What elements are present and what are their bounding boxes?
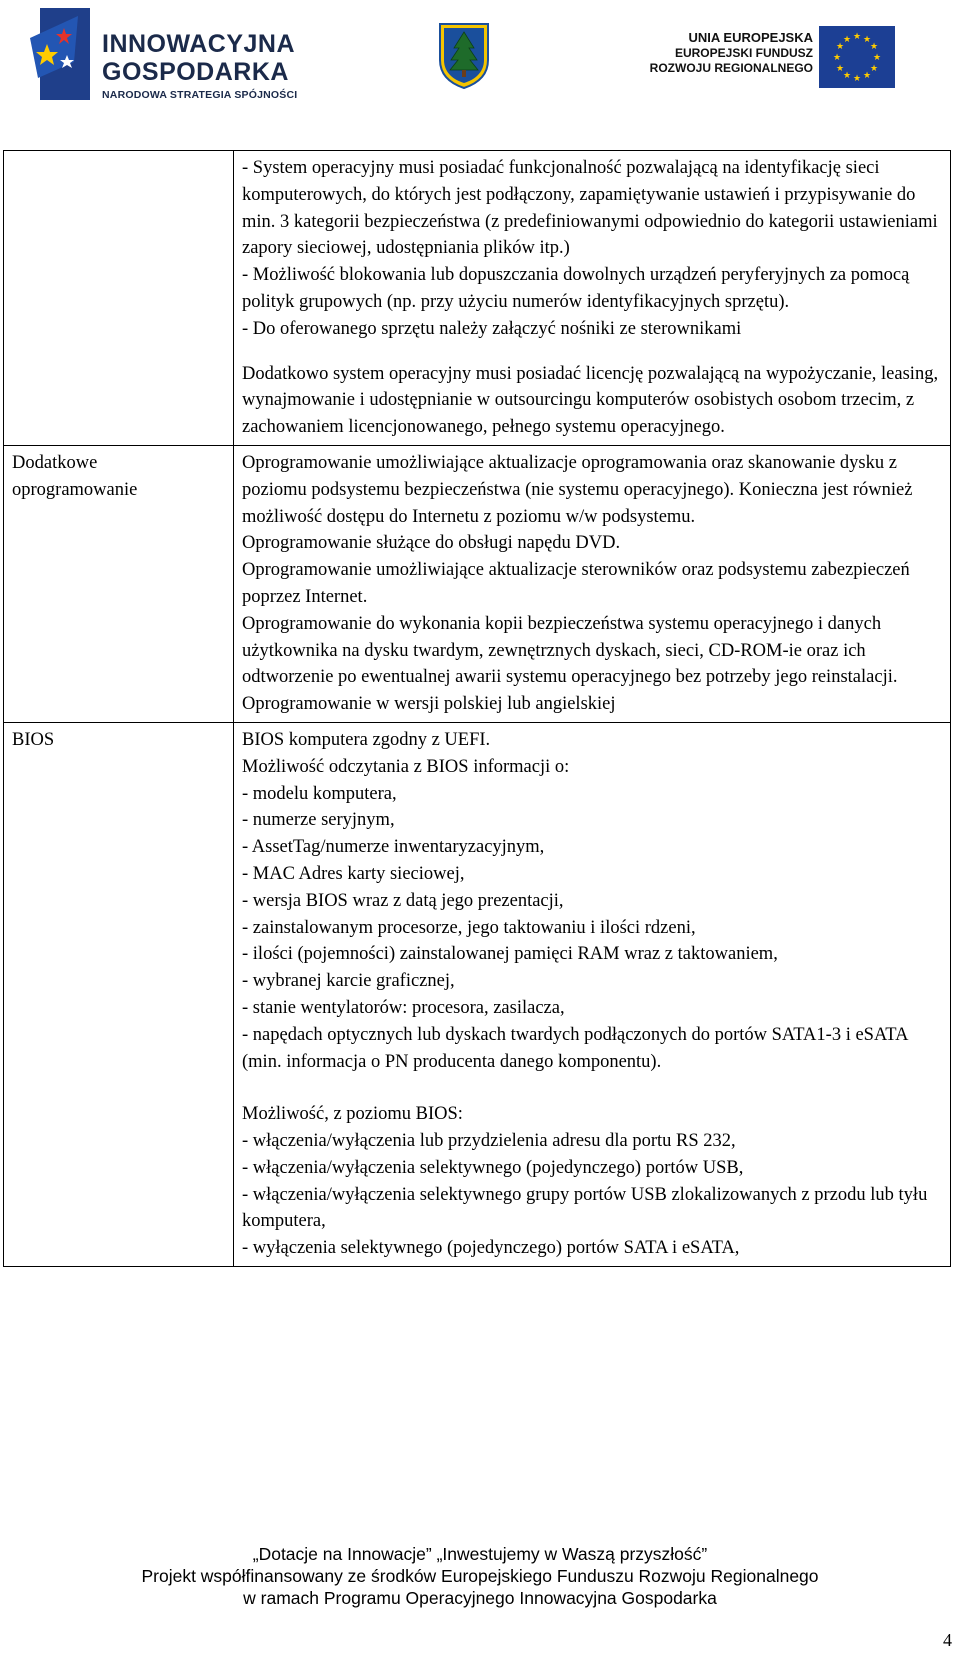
os-line-drivers: - Do oferowanego sprzętu należy załączyć nośniki ze sterownikami [242, 318, 742, 339]
footer-slogan: „Dotacje na Innowacje” „Inwestujemy w Waszą przyszłość” [252, 1544, 708, 1564]
eu-flag-icon [819, 26, 895, 88]
row-label-software: Dodatkowe oprogramowanie [4, 445, 234, 722]
software-line-1: Oprogramowanie umożliwiające aktualizacje oprogramowania oraz skanowanie dysku z poziomu podsystemu bezpieczeństwa (nie systemu operacyjnego). Konieczna jest również możliwość dostępu do Internetu z poziomu w/w podsystemu. [242, 452, 913, 527]
eu-logo-line2: EUROPEJSKI FUNDUSZ [674, 46, 813, 60]
table-row-software [4, 445, 951, 722]
svg-text:★: ★ [852, 32, 862, 42]
svg-text:★: ★ [852, 74, 862, 84]
page-footer [0, 1543, 960, 1609]
software-line-3: Oprogramowanie umożliwiające aktualizacje sterowników oraz podsystemu zabezpieczeń poprzez Internet. [242, 560, 910, 607]
svg-text:★: ★ [832, 53, 842, 63]
bios-line: BIOS komputera zgodny z UEFI. [242, 729, 491, 750]
coat-of-arms-icon [438, 22, 490, 90]
bios-line: - AssetTag/numerze inwentaryzacyjnym, [242, 837, 545, 858]
ig-star-flag-icon [30, 8, 90, 100]
page-header [0, 0, 960, 110]
bios-line: - MAC Adres karty sieciowej, [242, 863, 465, 884]
os-license-text: Dodatkowo system operacyjny musi posiadać licencję pozwalającą na wypożyczanie, leasing, wynajmowanie i udostępnianie w outsourcingu komputerów osobistych osobom trzecim, z zachowaniem licencjonowanego, pełnego systemu operacyjnego. [242, 363, 939, 438]
row-content-bios [234, 722, 951, 1266]
ig-logo-line1: INNOWACYJNA [102, 30, 296, 58]
table-row-bios [4, 722, 951, 1266]
row-content-cell [234, 151, 951, 446]
svg-text:★: ★ [869, 42, 879, 52]
eu-logo [620, 22, 920, 92]
eu-logo-line3: ROZWOJU REGIONALNEGO [649, 61, 813, 75]
svg-text:★: ★ [842, 71, 852, 81]
footer-cofinancing: Projekt współfinansowany ze środków Europejskiego Funduszu Rozwoju Regionalnego [141, 1566, 819, 1586]
os-line-network: - System operacyjny musi posiadać funkcjonalność pozwalającą na identyfikację sieci komputerowych, do których jest podłączony, zapamiętywanie ustawień i przypisywanie do min. 3 kategorii bezpieczeństwa (z predefiniowanymi odpowiednio do kategorii ustawieniami zapory sieciowej, udostępniania plików itp.) [242, 158, 938, 259]
bios-line: - włączenia/wyłączenia selektywnego (pojedynczego) portów USB, [242, 1157, 744, 1178]
svg-text:★: ★ [869, 64, 879, 74]
bios-line: - ilości (pojemności) zainstalowanej pamięci RAM wraz z taktowaniem, [242, 944, 778, 965]
page-number: 4 [943, 1630, 952, 1650]
software-line-2: Oprogramowanie służące do obsługi napędu DVD. [242, 533, 621, 554]
ig-logo-line3: NARODOWA STRATEGIA SPÓJNOŚCI [102, 89, 298, 101]
bios-line: - zainstalowanym procesorze, jego taktowaniu i ilości rdzeni, [242, 917, 696, 938]
bios-line: - numerze seryjnym, [242, 810, 395, 831]
row-content-software [234, 445, 951, 722]
svg-text:★: ★ [835, 42, 845, 52]
svg-text:★: ★ [835, 64, 845, 74]
bios-line: - wyłączenia selektywnego (pojedynczego) portów SATA i eSATA, [242, 1238, 740, 1259]
table-row-os [4, 151, 951, 446]
innowacyjna-gospodarka-logo [30, 8, 320, 100]
bios-line: - stanie wentylatorów: procesora, zasilacza, [242, 997, 565, 1018]
bios-line: - modelu komputera, [242, 783, 397, 804]
ig-logo-line2: GOSPODARKA [102, 58, 289, 86]
os-line-peripherals: - Możliwość blokowania lub dopuszczania dowolnych urządzeń peryferyjnych za pomocą polityk grupowych (np. przy użyciu numerów identyfikacyjnych sprzętu). [242, 265, 910, 312]
row-label-bios: BIOS [4, 722, 234, 1266]
bios-line: - wybranej karcie graficznej, [242, 971, 455, 992]
software-line-4: Oprogramowanie do wykonania kopii bezpieczeństwa systemu operacyjnego i danych użytkownika na dysku twardym, zewnętrznych dyskach, sieci, CD-ROM-ie oraz ich odtworzenie po ewentualnej awarii systemu operacyjnego bez potrzeby jego reinstalacji. Oprogramowanie w wersji polskiej lub angielskiej [242, 613, 898, 715]
svg-text:★: ★ [862, 71, 872, 81]
bios-line: Możliwość, z poziomu BIOS: [242, 1104, 463, 1125]
bios-line: - wersja BIOS wraz z datą jego prezentacji, [242, 890, 564, 911]
bios-line: - napędach optycznych lub dyskach twardych podłączonych do portów SATA1-3 i eSATA (min. informacja o PN producenta danego komponentu). [242, 1024, 908, 1072]
bios-line: - włączenia/wyłączenia lub przydzielenia adresu dla portu RS 232, [242, 1131, 736, 1152]
svg-text:★: ★ [862, 35, 872, 45]
svg-text:★: ★ [842, 35, 852, 45]
row-label-cell [4, 151, 234, 446]
specification-table [3, 150, 951, 1267]
footer-programme: w ramach Programu Operacyjnego Innowacyjna Gospodarka [243, 1588, 717, 1608]
eu-logo-line1: UNIA EUROPEJSKA [688, 30, 813, 45]
bios-line: Możliwość odczytania z BIOS informacji o: [242, 756, 570, 777]
bios-line: - włączenia/wyłączenia selektywnego grupy portów USB zlokalizowanych z przodu lub tyłu komputera, [242, 1184, 928, 1232]
svg-text:★: ★ [872, 53, 882, 63]
